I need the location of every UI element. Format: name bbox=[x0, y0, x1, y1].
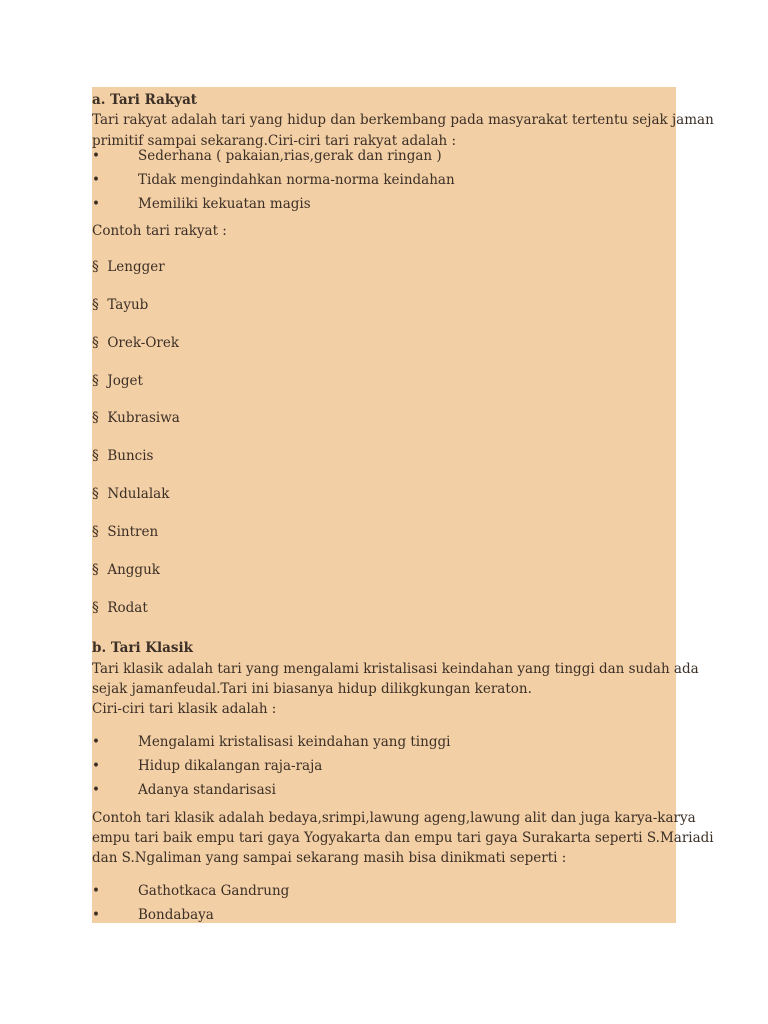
section-mark-icon: § bbox=[92, 259, 99, 275]
list-item bbox=[92, 373, 143, 389]
list-item bbox=[92, 524, 158, 540]
list-item bbox=[92, 410, 180, 426]
list-item-text: Tidak mengindahkan norma-norma keindahan bbox=[138, 172, 455, 188]
section-mark-icon: § bbox=[92, 486, 99, 502]
list-item bbox=[92, 297, 148, 313]
section-a-para-line: primitif sampai sekarang.Ciri-ciri tari rakyat adalah : bbox=[92, 133, 457, 149]
section-mark-icon: § bbox=[92, 373, 99, 389]
examples-para-line: dan S.Ngaliman yang sampai sekarang masih bisa dinikmati seperti : bbox=[92, 850, 567, 866]
bullet-icon: • bbox=[92, 148, 100, 164]
section-mark-icon: § bbox=[92, 562, 99, 578]
list-item bbox=[92, 448, 153, 464]
section-b-para-line: Ciri-ciri tari klasik adalah : bbox=[92, 701, 277, 717]
list-item bbox=[92, 259, 165, 275]
list-item-text: Sederhana ( pakaian,rias,gerak dan ringan ) bbox=[138, 148, 442, 164]
list-item bbox=[92, 335, 179, 351]
section-mark-icon: § bbox=[92, 335, 99, 351]
bullet-icon: • bbox=[92, 782, 100, 798]
bullet-icon: • bbox=[92, 734, 100, 750]
list-item-text: Lengger bbox=[107, 259, 165, 275]
list-item-text: Hidup dikalangan raja-raja bbox=[138, 758, 323, 774]
list-item-text: Mengalami kristalisasi keindahan yang tinggi bbox=[138, 734, 451, 750]
list-item-text: Angguk bbox=[107, 562, 160, 578]
section-b-para-line: sejak jamanfeudal.Tari ini biasanya hidup dilikgkungan keraton. bbox=[92, 681, 532, 697]
list-item bbox=[92, 562, 160, 578]
examples-label: Contoh tari rakyat : bbox=[92, 223, 227, 239]
list-item-text: Kubrasiwa bbox=[107, 410, 180, 426]
document-page bbox=[92, 87, 714, 923]
list-item-text: Joget bbox=[107, 373, 143, 389]
list-item-text: Gathotkaca Gandrung bbox=[138, 883, 290, 899]
bullet-icon: • bbox=[92, 907, 100, 923]
list-item bbox=[92, 600, 148, 616]
bullet-icon: • bbox=[92, 883, 100, 899]
section-mark-icon: § bbox=[92, 524, 99, 540]
list-item-text: Sintren bbox=[107, 524, 159, 540]
bullet-icon: • bbox=[92, 196, 100, 212]
examples-para-line: empu tari baik empu tari gaya Yogyakarta dan empu tari gaya Surakarta seperti S.Mariadi bbox=[92, 830, 714, 846]
examples-para-line: Contoh tari klasik adalah bedaya,srimpi,lawung ageng,lawung alit dan juga karya-karya bbox=[92, 810, 696, 826]
section-a-para-line: Tari rakyat adalah tari yang hidup dan berkembang pada masyarakat tertentu sejak jaman bbox=[92, 112, 714, 128]
section-mark-icon: § bbox=[92, 297, 99, 313]
list-item-text: Buncis bbox=[107, 448, 154, 464]
section-a-heading: a. Tari Rakyat bbox=[92, 92, 198, 108]
list-item bbox=[92, 486, 169, 502]
list-item-text: Adanya standarisasi bbox=[138, 782, 276, 798]
section-b-heading: b. Tari Klasik bbox=[92, 640, 193, 656]
section-b-para-line: Tari klasik adalah tari yang mengalami kristalisasi keindahan yang tinggi dan sudah ada bbox=[92, 661, 699, 677]
section-mark-icon: § bbox=[92, 600, 99, 616]
bullet-icon: • bbox=[92, 172, 100, 188]
list-item-text: Orek-Orek bbox=[107, 335, 180, 351]
list-item-text: Rodat bbox=[107, 600, 148, 616]
section-mark-icon: § bbox=[92, 410, 99, 426]
bullet-icon: • bbox=[92, 758, 100, 774]
list-item-text: Memiliki kekuatan magis bbox=[138, 196, 311, 212]
list-item-text: Tayub bbox=[107, 297, 149, 313]
list-item-text: Bondabaya bbox=[138, 907, 214, 923]
section-mark-icon: § bbox=[92, 448, 99, 464]
list-item-text: Ndulalak bbox=[107, 486, 170, 502]
